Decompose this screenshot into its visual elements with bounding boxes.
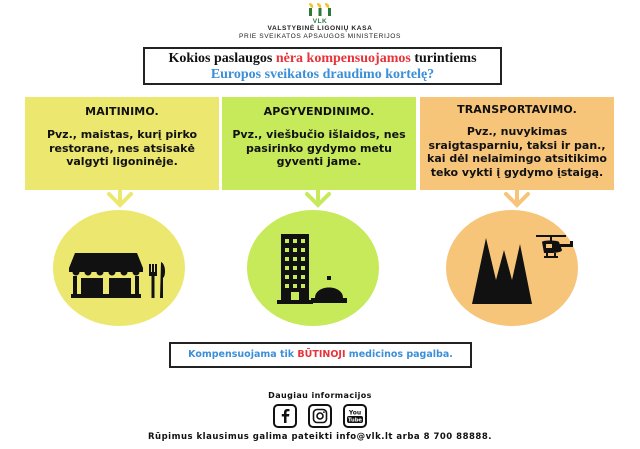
- youtube-label-top: You: [348, 409, 362, 417]
- compensation-note: [169, 342, 472, 368]
- arrow-down-icon: [502, 182, 532, 208]
- instagram-icon[interactable]: [308, 404, 332, 428]
- title-line-2: Europos sveikatos draudimo kortelę?: [210, 67, 435, 82]
- restaurant-icon: [53, 210, 185, 326]
- vlk-logo-icon: [303, 2, 337, 18]
- card-transport: [420, 97, 614, 190]
- card-heading: TRANSPORTAVIMO.: [457, 103, 577, 116]
- org-subtitle: PRIE SVEIKATOS APSAUGOS MINISTERIJOS: [238, 33, 402, 40]
- card-text: Pvz., maistas, kurį pirko restorane, nes atsisakė valgyti ligoninėje.: [46, 128, 198, 168]
- transport-circle: [446, 210, 578, 326]
- card-text: Pvz., viešbučio išlaidos, nes pasirinko gydymo metu gyventi jame.: [232, 128, 406, 168]
- title-box: [143, 47, 502, 85]
- card-text: Pvz., nuvykimas sraigtasparniu, taksi ir pan., kai dėl nelaimingo atsitikimo teko vykti į gydymo įstaigą.: [427, 125, 607, 179]
- meals-circle: [53, 210, 185, 326]
- title-part1: Kokios paslaugos: [168, 51, 276, 66]
- facebook-icon[interactable]: [273, 404, 297, 428]
- more-info-label: Daugiau informacijos: [268, 391, 372, 400]
- hotel-icon: [247, 210, 379, 326]
- card-accommodation: [222, 97, 416, 190]
- accommodation-circle: [247, 210, 379, 326]
- org-name: VALSTYBINĖ LIGONIŲ KASA: [267, 25, 373, 32]
- contact-info: Rūpimus klausimus galima pateikti info@vlk.lt arba 8 700 88888.: [148, 432, 492, 442]
- logo: [0, 2, 640, 41]
- youtube-label-bottom: Tube: [348, 417, 362, 424]
- note-part1: Kompensuojama tik: [188, 349, 298, 360]
- helicopter-mountains-icon: [446, 210, 578, 326]
- note-highlight: BŪTINOJI: [297, 349, 346, 360]
- social-links: [273, 404, 367, 428]
- note-part2: medicinos pagalba.: [345, 349, 453, 360]
- card-meals: [25, 97, 219, 190]
- youtube-icon[interactable]: [343, 404, 367, 428]
- logo-abbreviation: VLK: [312, 18, 328, 25]
- title-highlight: nėra kompensuojamos: [275, 51, 411, 66]
- arrow-down-icon: [105, 182, 135, 208]
- title-part2: turintiems: [410, 51, 477, 66]
- arrow-down-icon: [303, 182, 333, 208]
- card-heading: APGYVENDINIMO.: [263, 105, 375, 118]
- title-line-1: [145, 51, 500, 67]
- card-heading: MAITINIMO.: [85, 105, 159, 118]
